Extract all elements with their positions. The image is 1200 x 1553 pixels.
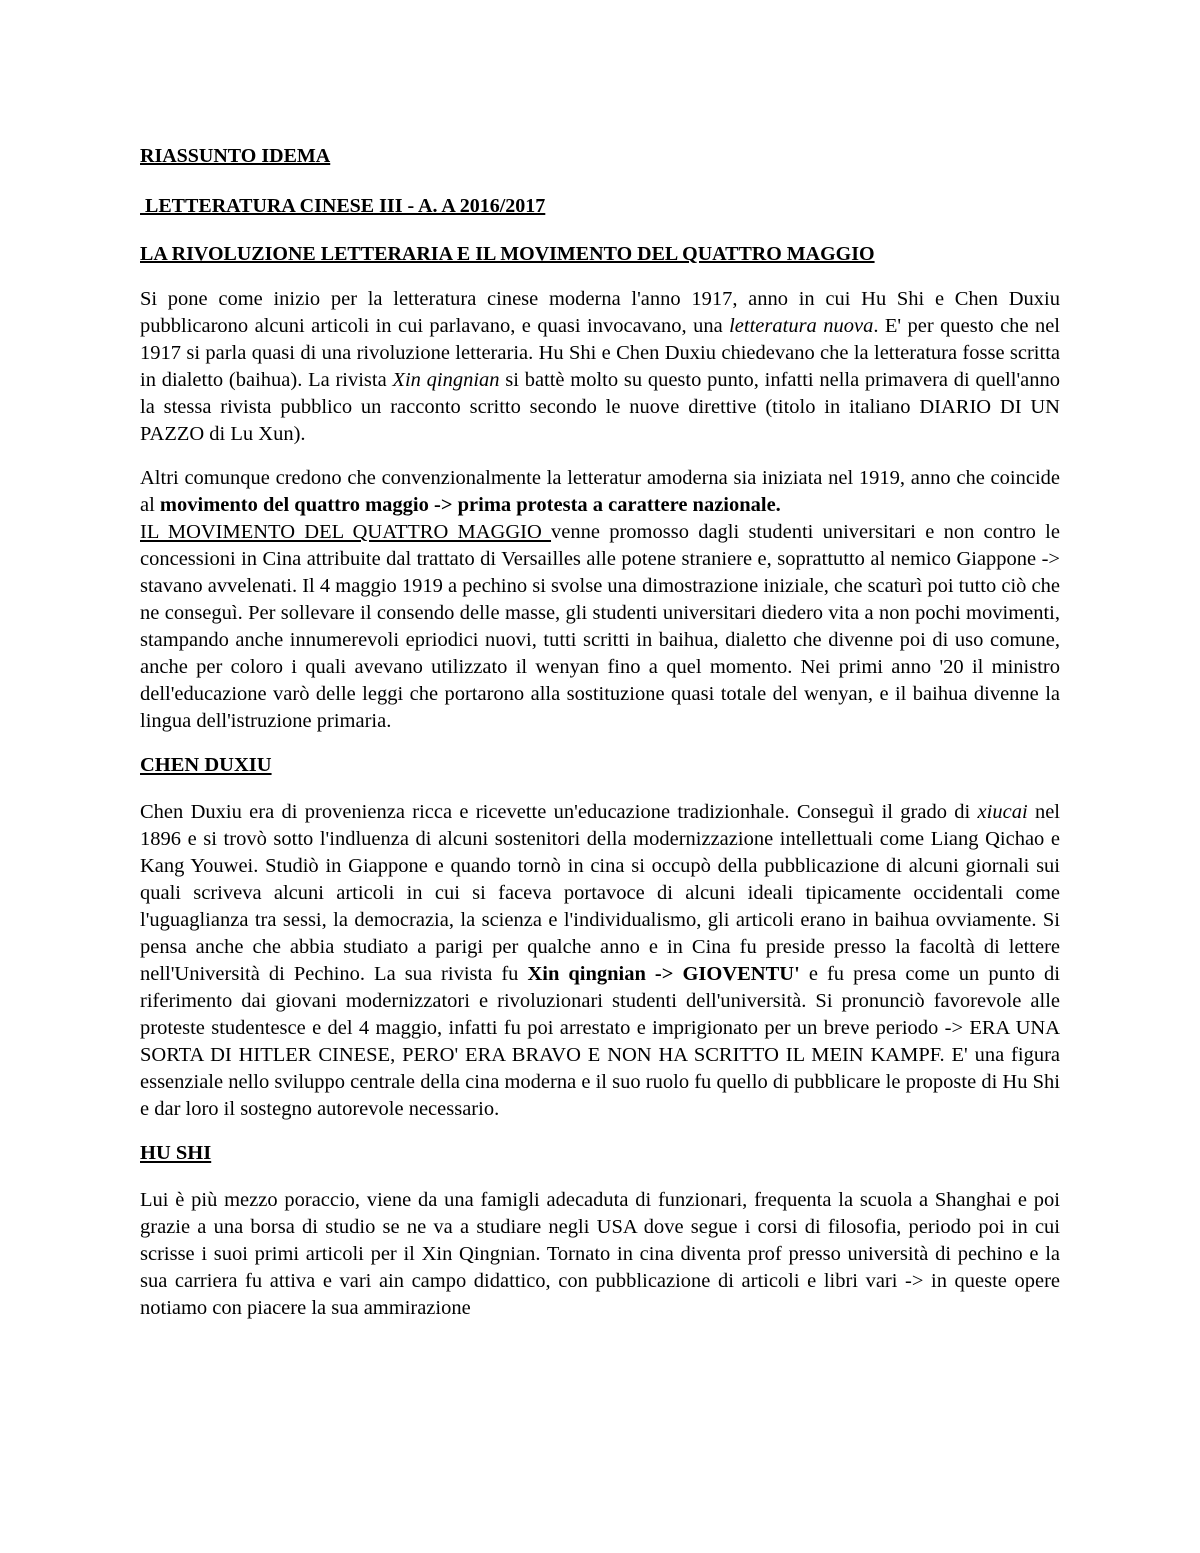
text-run: venne promosso dagli studenti universitari e non contro le concessioni in Cina attribuite dal trattato di Versailles alle potene straniere e, soprattutto al nemico Giappone -> stavano avvelenati. Il 4 maggio 1919 a pechino si svolse una dimostrazione iniziale, che scaturì poi tutto ciò che ne conseguì. Per sollevare il consendo delle masse, gli studenti universitari diedero vita a non pochi movimenti, stampando anche innumerevoli epriodici nuovi, tutti scritti in baihua, dialetto che divenne poi di uso comune, anche per coloro i quali avevano utilizzato il wenyan fino a quel momento. Nei primi anno '20 il ministro dell'educazione varò delle leggi che portarono alla sostituzione quasi totale del wenyan, e il baihua divenne la lingua dell'istruzione primaria. — [140, 521, 1060, 732]
section-heading-chen-duxiu: CHEN DUXIU — [140, 754, 272, 776]
italic-term: letteratura nuova — [729, 315, 874, 337]
section-heading-hu-shi: HU SHI — [140, 1142, 212, 1164]
italic-term: xiucai — [977, 801, 1028, 823]
paragraph-may-fourth — [140, 465, 1060, 735]
document-title: RIASSUNTO IDEMA — [140, 145, 331, 167]
paragraph-hu-shi — [140, 1187, 1060, 1322]
text-run: Chen Duxiu era di provenienza ricca e ricevette un'educazione tradizionhale. Conseguì il grado di — [140, 801, 978, 823]
paragraph-chen-duxiu — [140, 799, 1060, 1123]
text-run: Lui è più mezzo poraccio, viene da una famigli adecaduta di funzionari, frequenta la scuola a Shanghai e poi grazie a una borsa di studio se ne va a studiare negli USA dove segue i corsi di filosofia, periodo poi in cui scrisse i suoi primi articoli per il Xin Qingnian. Tornato in cina diventa prof presso università di pechino e la sua carriera fu attiva e vari ain campo didattico, con pubblicazione di articoli e libri vari -> in queste opere notiamo con piacere la sua ammirazione — [140, 1189, 1060, 1319]
italic-term: Xin qingnian — [392, 369, 500, 391]
text-run: si battè molto su questo punto, infatti nella primavera di quell'anno la stessa rivista pubblico un racconto scritto secondo le nuove direttive (titolo in italiano DIARIO DI UN PAZZO di Lu Xun). — [140, 369, 1060, 445]
course-title-text: LETTERATURA CINESE III - A. A 2016/2017 — [145, 195, 546, 217]
text-run: e fu presa come un punto di riferimento dai giovani modernizzatori e rivoluzionari studenti dell'università. Si pronunciò favorevole alle proteste studentesce e del 4 maggio, infatti fu poi arrestato e imprigionato per un breve periodo -> ERA UNA SORTA DI HITLER CINESE, PERO' ERA BRAVO E NON HA SCRITTO IL MEIN KAMPF. E' una figura essenziale nello sviluppo centrale della cina moderna e il suo ruolo fu quello di pubblicare le proposte di Hu Shi e dar loro il sostegno autorevole necessario. — [140, 963, 1060, 1120]
text-run: Si pone come inizio per la letteratura cinese moderna l'anno 1917, anno in cui Hu Shi e Chen Duxiu pubblicarono alcuni articoli in cui parlavano, e quasi invocavano, una — [140, 288, 1060, 337]
chapter-title: LA RIVOLUZIONE LETTERARIA E IL MOVIMENTO DEL QUATTRO MAGGIO — [140, 243, 875, 265]
course-title — [140, 192, 1060, 220]
text-run: Altri comunque credono che convenzionalmente la letteratur amoderna sia iniziata nel 1919, anno che coincide al — [140, 467, 1060, 516]
paragraph-intro — [140, 286, 1060, 448]
bold-phrase: Xin qingnian -> GIOVENTU' — [527, 963, 800, 985]
underlined-phrase: IL MOVIMENTO DEL QUATTRO MAGGIO — [140, 521, 552, 543]
text-run: . E' per questo che nel 1917 si parla quasi di una rivoluzione letteraria. Hu Shi e Chen Duxiu chiedevano che la letteratura fosse scritta in dialetto (baihua). La rivista — [140, 315, 1060, 391]
bold-phrase: movimento del quattro maggio -> prima protesta a carattere nazionale. — [159, 494, 781, 516]
text-run: nel 1896 e si trovò sotto l'indluenza di alcuni sostenitori della modernizzazione intellettuali come Liang Qichao e Kang Youwei. Studiò in Giappone e quando tornò in cina si occupò della pubblicazione di alcuni giornali sui quali scriveva alcuni articoli in cui si faceva portavoce di alcuni ideali tipicamente occidentali come l'uguaglianza tra sessi, la democrazia, la scienza e l'individualismo, gli articoli erano in baihua ovviamente. Si pensa anche che abbia studiato a parigi per qualche anno e in Cina fu preside presso la facoltà di lettere nell'Università di Pechino. La sua rivista fu — [140, 801, 1061, 985]
